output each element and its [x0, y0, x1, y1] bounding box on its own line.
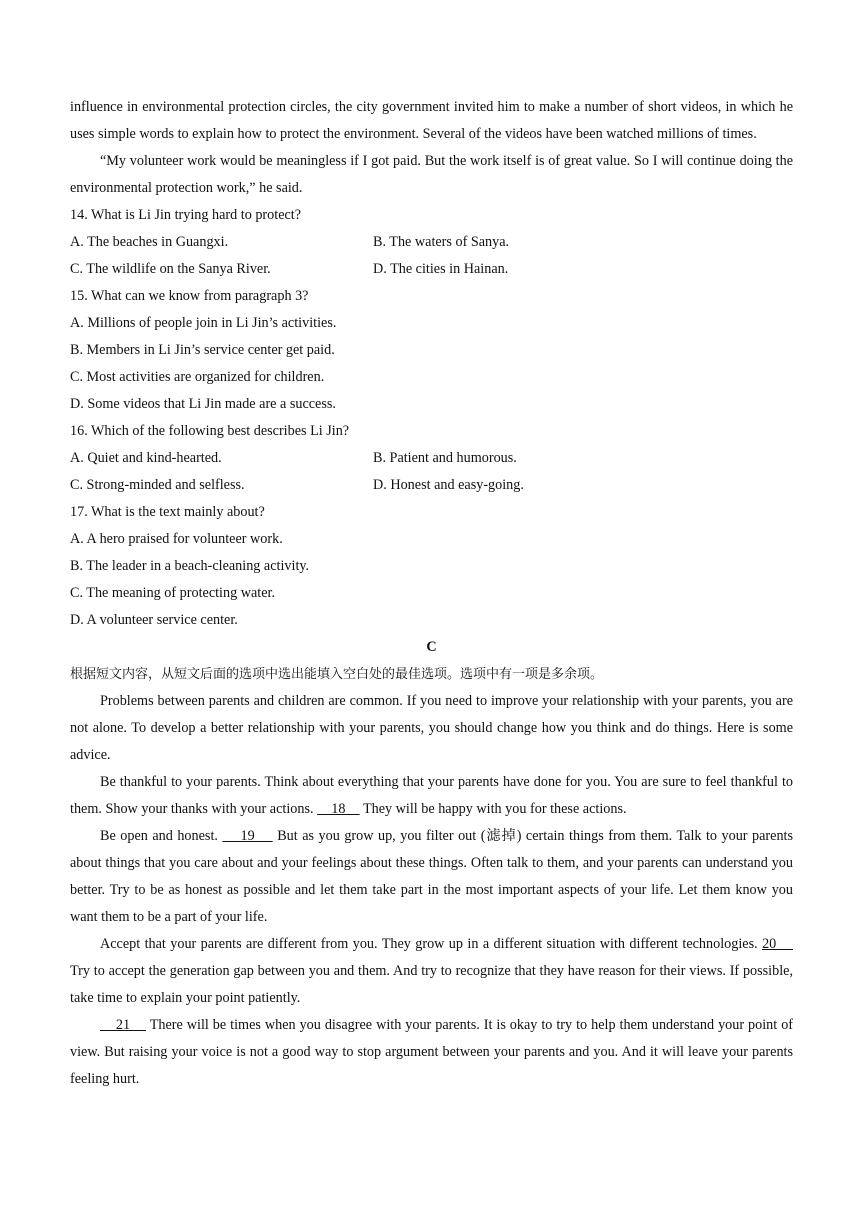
option-b: B. Patient and humorous. — [373, 450, 517, 466]
option-d: D. A volunteer service center. — [70, 612, 238, 628]
option-a: A. Millions of people join in Li Jin’s activities. — [70, 315, 337, 331]
passage-c-paragraph-5 — [70, 1012, 793, 1093]
paragraph-text: Try to accept the generation gap between you and them. And try to recognize that they have reason for their views. If possible, take time to explain your point patiently. — [70, 963, 793, 1006]
option-c: C. The wildlife on the Sanya River. — [70, 261, 271, 277]
section-instruction: 根据短文内容，从短文后面的选项中选出能填入空白处的最佳选项。选项中有一项是多余项。 — [70, 667, 604, 682]
passage-b-paragraph: influence in environmental protection circles, the city government invited him to make a number of short videos, in which he uses simple words to explain how to protect the environment. Several of the videos have been watched millions of times. — [70, 99, 793, 142]
option-a: A. A hero praised for volunteer work. — [70, 531, 283, 547]
passage-c-paragraph-4 — [70, 931, 793, 1012]
question-stem: 16. Which of the following best describes Li Jin? — [70, 423, 350, 439]
blank-21: 21 — [100, 1017, 146, 1033]
paragraph-text: Accept that your parents are different from you. They grow up in a different situation with different technologies. — [100, 936, 758, 952]
option-d: D. Some videos that Li Jin made are a success. — [70, 396, 336, 412]
option-b: B. The waters of Sanya. — [373, 234, 510, 250]
question-stem: 17. What is the text mainly about? — [70, 504, 265, 520]
option-b: B. The leader in a beach-cleaning activity. — [70, 558, 310, 574]
option-c: C. The meaning of protecting water. — [70, 585, 276, 601]
option-d: D. Honest and easy-going. — [373, 477, 524, 493]
section-heading: C — [426, 639, 437, 655]
option-d: D. The cities in Hainan. — [373, 261, 509, 277]
blank-19: 19 — [222, 828, 273, 844]
question-17 — [70, 499, 793, 634]
question-16 — [70, 418, 793, 499]
blank-20: 20 — [762, 936, 794, 952]
passage-c-paragraph-1: Problems between parents and children are common. If you need to improve your relationship with your parents, you are not alone. To develop a better relationship with your parents, you should change how you think and do things. Here is some advice. — [70, 693, 793, 763]
blank-18: 18 — [317, 801, 360, 817]
question-stem: 14. What is Li Jin trying hard to protect? — [70, 207, 302, 223]
passage-b-quote-paragraph: “My volunteer work would be meaningless if I got paid. But the work itself is of great value. So I will continue doing the environmental protection work,” he said. — [70, 153, 793, 196]
question-stem: 15. What can we know from paragraph 3? — [70, 288, 309, 304]
question-options — [70, 229, 793, 283]
option-a: A. Quiet and kind-hearted. — [70, 450, 222, 466]
paragraph-text: They will be happy with you for these actions. — [362, 801, 627, 817]
option-c: C. Strong-minded and selfless. — [70, 477, 245, 493]
passage-c-paragraph-3 — [70, 823, 793, 931]
question-15 — [70, 283, 793, 418]
paragraph-text: But as you grow up, you filter out (滤掉) certain things from them. Talk to your parents about things that you care about and your feelings about these things. Often talk to them, and your parents can understand you better. Try to be as honest as possible and let them take part in the most important aspects of your life. Let them know you want them to be a part of your life. — [70, 828, 794, 925]
paragraph-text: Be thankful to your parents. Think about everything that your parents have done for you. You are sure to feel thankful to them. Show your thanks with your actions. — [70, 774, 793, 817]
option-b: B. Members in Li Jin’s service center get paid. — [70, 342, 335, 358]
question-14 — [70, 202, 793, 283]
paragraph-text: Be open and honest. — [100, 828, 218, 844]
paragraph-text: There will be times when you disagree with your parents. It is okay to try to help them understand your point of view. But raising your voice is not a good way to stop argument between your parents and you. And it will leave your parents feeling hurt. — [70, 1017, 794, 1087]
option-c: C. Most activities are organized for children. — [70, 369, 325, 385]
page-content — [70, 94, 793, 1093]
passage-c-paragraph-2 — [70, 769, 793, 823]
option-a: A. The beaches in Guangxi. — [70, 234, 229, 250]
question-options — [70, 445, 793, 499]
